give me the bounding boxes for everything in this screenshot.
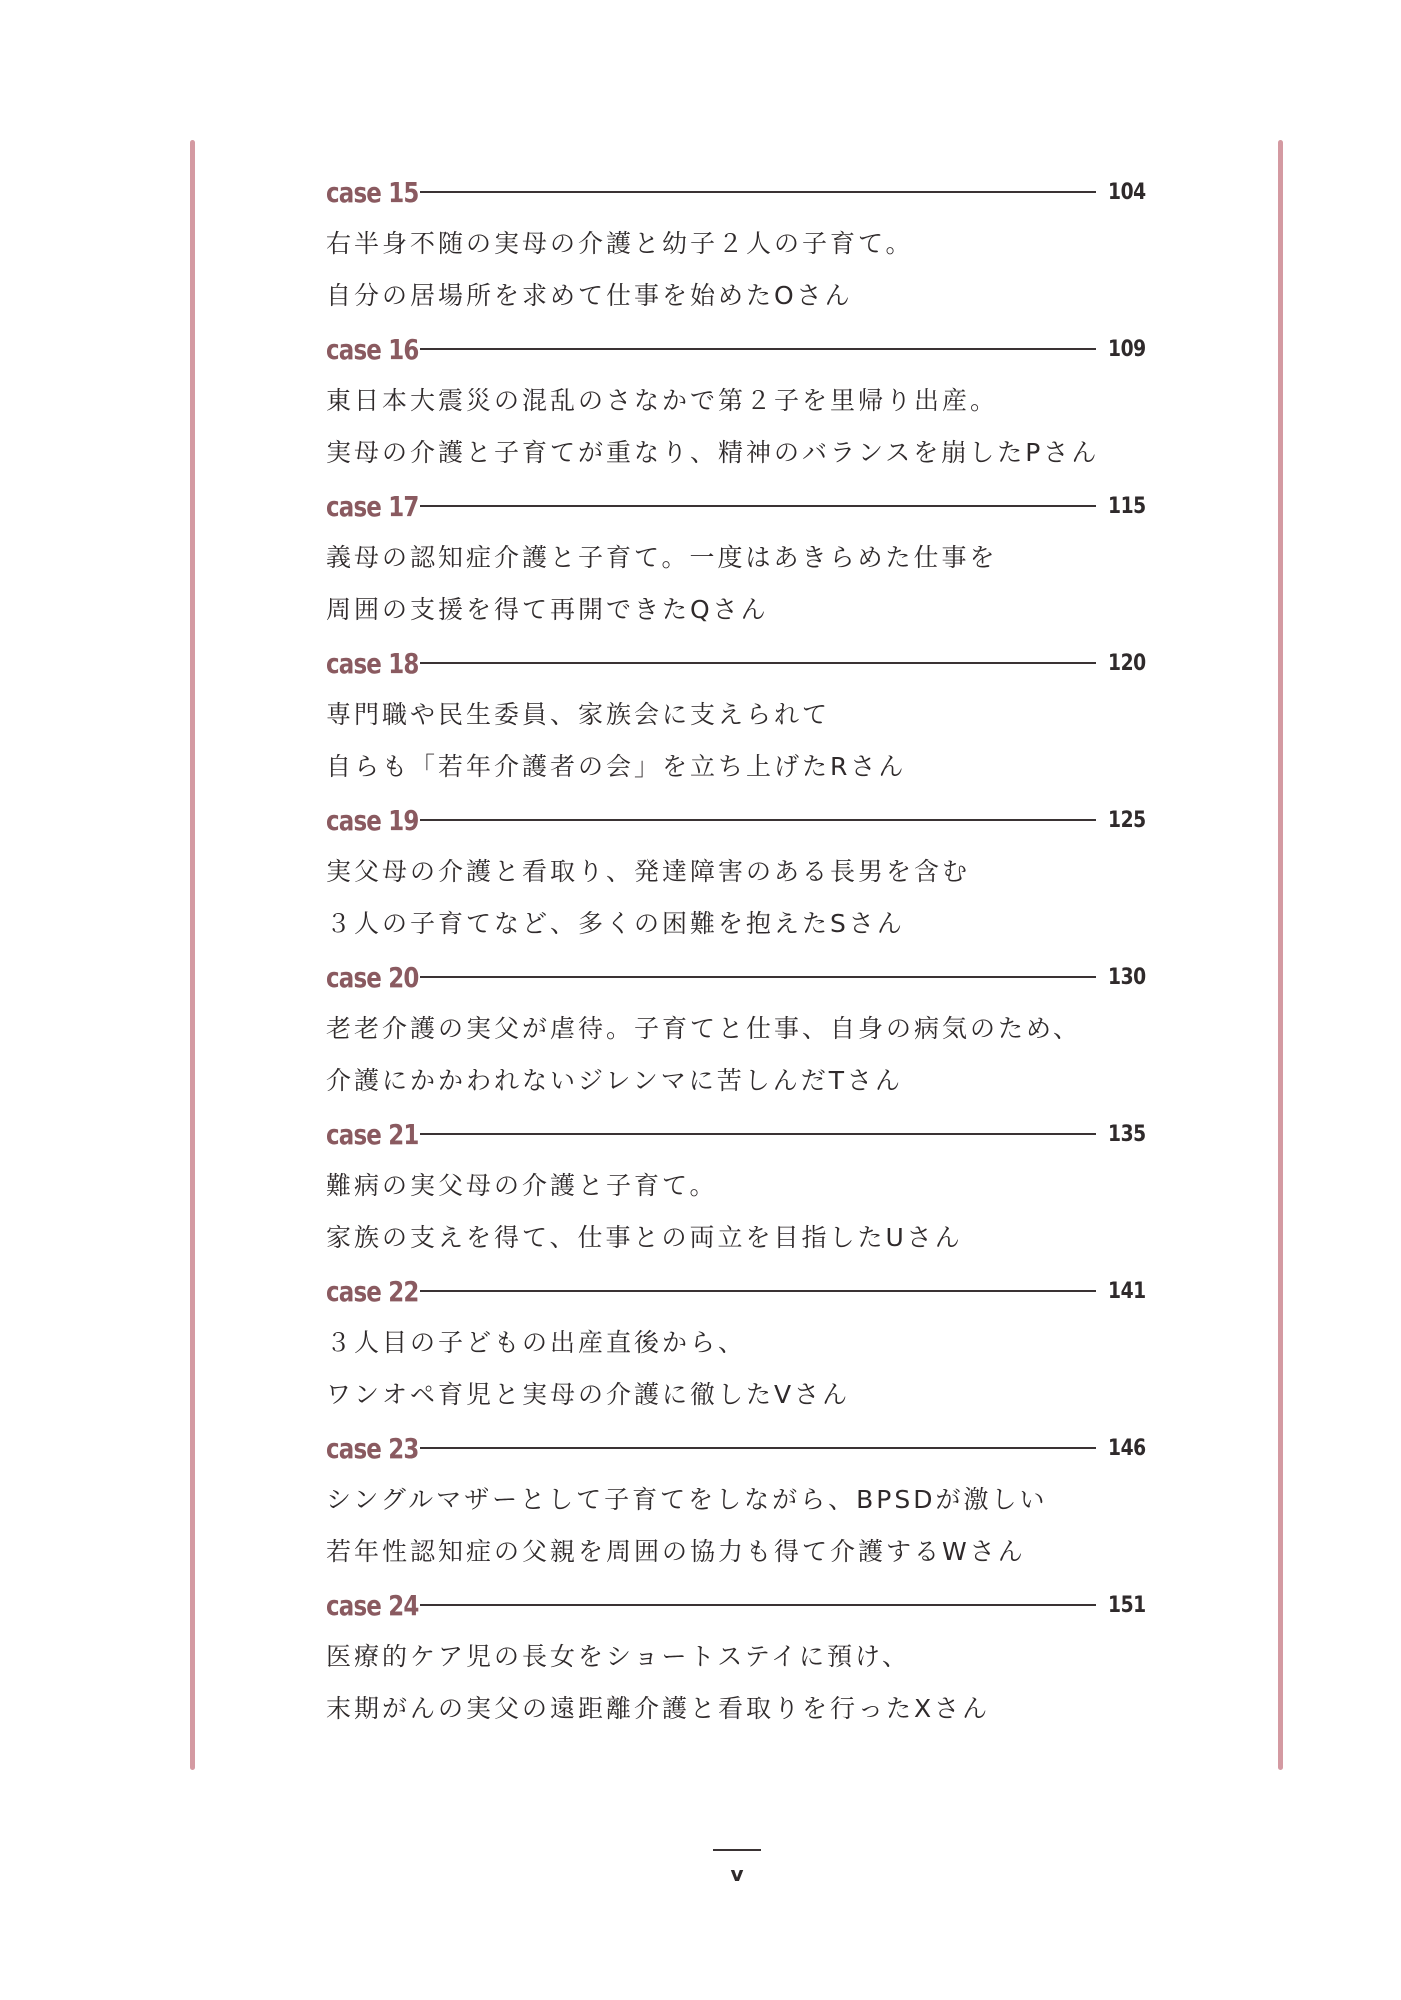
case-heading-row bbox=[326, 166, 1146, 218]
case-number: case 21 bbox=[326, 1117, 419, 1151]
toc-entry-case-24[interactable] bbox=[326, 1579, 1146, 1736]
case-description-line-1: シングルマザーとして子育てをしながら、BPSDが激しい bbox=[326, 1485, 1048, 1514]
leader-line bbox=[420, 1290, 1096, 1292]
page-number: 130 bbox=[1108, 964, 1146, 990]
case-description-line-2: 末期がんの実父の遠距離介護と看取りを行ったXさん bbox=[326, 1694, 991, 1723]
case-number: case 18 bbox=[326, 646, 419, 680]
page-number: 120 bbox=[1108, 650, 1146, 676]
toc-entry-case-23[interactable] bbox=[326, 1422, 1146, 1579]
case-heading-row bbox=[326, 637, 1146, 689]
case-description-line-1: 義母の認知症介護と子育て。一度はあきらめた仕事を bbox=[326, 543, 998, 572]
leader-line bbox=[420, 505, 1096, 507]
case-description-line-2: ３人の子育てなど、多くの困難を抱えたSさん bbox=[326, 909, 905, 938]
case-heading-row bbox=[326, 1265, 1146, 1317]
case-heading-row bbox=[326, 480, 1146, 532]
case-heading-row bbox=[326, 323, 1146, 375]
leader-line bbox=[420, 1447, 1096, 1449]
toc-entry-case-22[interactable] bbox=[326, 1265, 1146, 1422]
leader-line bbox=[420, 348, 1096, 350]
left-margin-rule bbox=[190, 140, 195, 1770]
case-description-line-2: 自らも「若年介護者の会」を立ち上げたRさん bbox=[326, 752, 907, 781]
case-number: case 22 bbox=[326, 1274, 419, 1308]
case-description-line-1: 医療的ケア児の長女をショートステイに預け、 bbox=[326, 1642, 911, 1671]
folio-rule bbox=[713, 1849, 761, 1851]
case-heading-row bbox=[326, 1422, 1146, 1474]
page-number: 104 bbox=[1108, 179, 1146, 205]
case-heading-row bbox=[326, 951, 1146, 1003]
toc-entry-case-18[interactable] bbox=[326, 637, 1146, 794]
case-description-line-1: 難病の実父母の介護と子育て。 bbox=[326, 1171, 718, 1200]
case-description-line-2: 自分の居場所を求めて仕事を始めたOさん bbox=[326, 281, 853, 310]
case-description-line-1: 老老介護の実父が虐待。子育てと仕事、自身の病気のため、 bbox=[326, 1014, 1082, 1043]
case-number: case 23 bbox=[326, 1431, 419, 1465]
right-margin-rule bbox=[1278, 140, 1283, 1770]
case-number: case 19 bbox=[326, 803, 419, 837]
case-description-line-1: ３人目の子どもの出産直後から、 bbox=[326, 1328, 747, 1357]
case-number: case 16 bbox=[326, 332, 419, 366]
case-description-line-2: 若年性認知症の父親を周囲の協力も得て介護するWさん bbox=[326, 1537, 1026, 1566]
page-number: 109 bbox=[1108, 336, 1146, 362]
page-number: 135 bbox=[1108, 1121, 1146, 1147]
case-number: case 24 bbox=[326, 1588, 419, 1622]
case-heading-row bbox=[326, 1108, 1146, 1160]
case-description-line-1: 実父母の介護と看取り、発達障害のある長男を含む bbox=[326, 857, 971, 886]
leader-line bbox=[420, 976, 1096, 978]
leader-line bbox=[420, 662, 1096, 664]
case-description-line-1: 右半身不随の実母の介護と幼子２人の子育て。 bbox=[326, 229, 914, 258]
leader-line bbox=[420, 1604, 1096, 1606]
case-heading-row bbox=[326, 794, 1146, 846]
case-number: case 17 bbox=[326, 489, 419, 523]
case-description-line-1: 東日本大震災の混乱のさなかで第２子を里帰り出産。 bbox=[326, 386, 999, 415]
leader-line bbox=[420, 191, 1096, 193]
toc-entry-case-19[interactable] bbox=[326, 794, 1146, 951]
case-number: case 15 bbox=[326, 175, 419, 209]
case-number: case 20 bbox=[326, 960, 419, 994]
leader-line bbox=[420, 819, 1096, 821]
case-description-line-2: ワンオペ育児と実母の介護に徹したVさん bbox=[326, 1380, 851, 1409]
case-description-line-2: 家族の支えを得て、仕事との両立を目指したUさん bbox=[326, 1223, 963, 1252]
table-of-contents bbox=[326, 166, 1146, 1736]
page-number: 125 bbox=[1108, 807, 1146, 833]
toc-entry-case-20[interactable] bbox=[326, 951, 1146, 1108]
page-number: 146 bbox=[1108, 1435, 1146, 1461]
case-description-line-1: 専門職や民生委員、家族会に支えられて bbox=[326, 700, 831, 729]
case-description-line-2: 介護にかかわれないジレンマに苦しんだTさん bbox=[326, 1066, 904, 1095]
case-description-line-2: 実母の介護と子育てが重なり、精神のバランスを崩したPさん bbox=[326, 438, 1100, 467]
toc-entry-case-16[interactable] bbox=[326, 323, 1146, 480]
page-number: 141 bbox=[1108, 1278, 1146, 1304]
toc-entry-case-15[interactable] bbox=[326, 166, 1146, 323]
case-heading-row bbox=[326, 1579, 1146, 1631]
toc-entry-case-17[interactable] bbox=[326, 480, 1146, 637]
toc-entry-case-21[interactable] bbox=[326, 1108, 1146, 1265]
case-description-line-2: 周囲の支援を得て再開できたQさん bbox=[326, 595, 769, 624]
leader-line bbox=[420, 1133, 1096, 1135]
page-number: 151 bbox=[1108, 1592, 1146, 1618]
page-number: 115 bbox=[1108, 493, 1146, 519]
page-folio: v bbox=[730, 1862, 744, 1886]
